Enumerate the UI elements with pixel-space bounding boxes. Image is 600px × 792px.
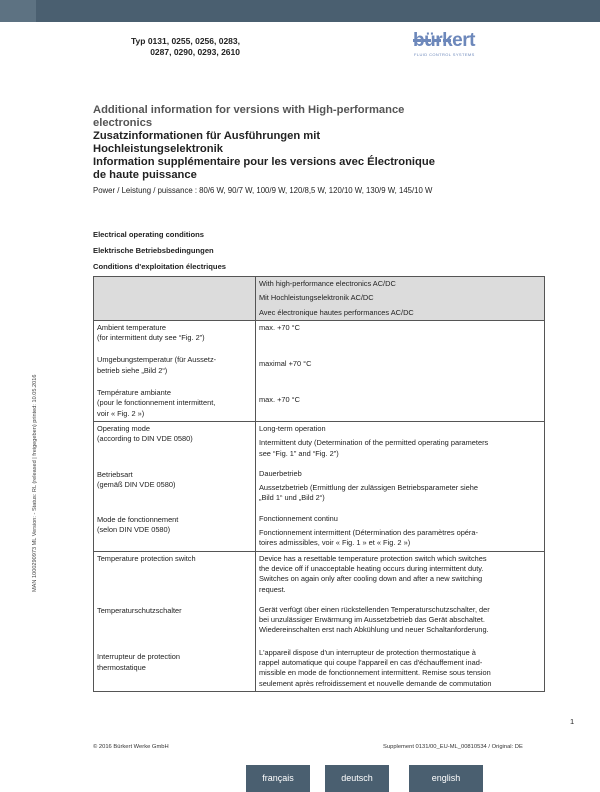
top-bar: [0, 0, 600, 22]
conditions-fr: Conditions d'exploitation électriques: [93, 262, 227, 271]
ambient-label-cell: Ambient temperature (for intermittent duty see “Fig. 2”) Umgebungstemperatur (für Aussetz- betrieb siehe „Bild 2“) Température ambiante (pour le fonctionnement intermittent, voir « Fig. 2 »): [94, 320, 256, 421]
type-numbers: [60, 36, 240, 58]
lang-tab-english[interactable]: english: [409, 765, 483, 792]
title-block: [93, 104, 533, 195]
table-row-mode: [94, 421, 545, 551]
mode-label-cell: Operating mode (according to DIN VDE 0580) Betriebsart (gemäß DIN VDE 0580) Mode de fonctionnement (selon DIN VDE 0580): [94, 421, 256, 551]
top-bar-accent: [0, 0, 36, 22]
conditions-de: Elektrische Betriebsbedingungen: [93, 246, 214, 255]
power-ratings: Power / Leistung / puissance : 80/6 W, 90/7 W, 100/9 W, 120/8,5 W, 120/10 W, 130/9 W, 145/10 W: [93, 186, 433, 195]
header-cell: With high-performance electronics AC/DC Mit Hochleistungselektronik AC/DC Avec électronique hautes performances AC/DC: [256, 277, 545, 321]
title-fr: Information supplémentaire pour les versions avec Électronique de haute puissance: [93, 156, 435, 181]
conditions-headings: [93, 227, 226, 275]
mode-value-cell: Long-term operation Intermittent duty (Determination of the permitted operating parameters see “Fig. 1” and “Fig. 2”) Dauerbetrieb Aussetzbetrieb (Ermittlung der zulässigen Betriebsparameter siehe „Bild 1“ und „Bild 2“) Fonctionnement continu Fonctionnement intermittent (Détermination des paramètres opéra- toires admissibles, voir « Fig. 1 » et « Fig. 2 »): [256, 421, 545, 551]
supplement-id: Supplement 0131/00_EU-ML_00810534 / Original: DE: [383, 744, 523, 750]
copyright: © 2016 Bürkert Werke GmbH: [93, 744, 169, 750]
table-header-row: [94, 277, 545, 321]
logo-word: bürkert: [413, 30, 475, 51]
title-de: Zusatzinformationen für Ausführungen mit Hochleistungselektronik: [93, 130, 321, 155]
operating-conditions-table: [93, 276, 545, 692]
ambient-value-cell: max. +70 °C maximal +70 °C max. +70 °C: [256, 320, 545, 421]
conditions-en: Electrical operating conditions: [93, 230, 204, 239]
lang-tab-francais[interactable]: français: [246, 765, 310, 792]
logo-subtitle: FLUID CONTROL SYSTEMS: [414, 52, 475, 57]
header-empty-cell: [94, 277, 256, 321]
type-line-2: 0287, 0290, 0293, 2610: [150, 47, 240, 57]
burkert-logo: [413, 30, 477, 62]
type-line-1: Typ 0131, 0255, 0256, 0283,: [130, 36, 240, 46]
table-row-switch: [94, 551, 545, 691]
switch-label-cell: Temperature protection switch Temperaturschutzschalter Interrupteur de protection thermostatique: [94, 551, 256, 691]
page-number: 1: [570, 717, 575, 726]
table-row-ambient: [94, 320, 545, 421]
title-en: Additional information for versions with High-performance electronics: [93, 104, 405, 129]
side-document-id: MAN 1000290973 ML Version: - Status: RL (released | freigegeben) printed: 10.05.2016: [32, 374, 38, 592]
lang-tab-deutsch[interactable]: deutsch: [325, 765, 389, 792]
switch-value-cell: Device has a resettable temperature protection switch which switches the device off if unacceptable heating occurs during intermittent duty. Switches on again only after cooling down and after a new switching request. Gerät verfügt über einen rückstellenden Temperaturschutzschalter, der bei unzulässiger Erwärmung im Aussetzbetrieb das Gerät abschaltet. Wiedereinschalten erst nach Abkühlung und neuer Schaltanforderung. L'appareil dispose d'un interrupteur de protection thermostatique à rappel automatique qui coupe l'appareil en cas d'échauffement inad- missible en mode de fonctionnement intermittent. Remise sous tension seulement après refroidissement et nouvelle demande de commutation: [256, 551, 545, 691]
